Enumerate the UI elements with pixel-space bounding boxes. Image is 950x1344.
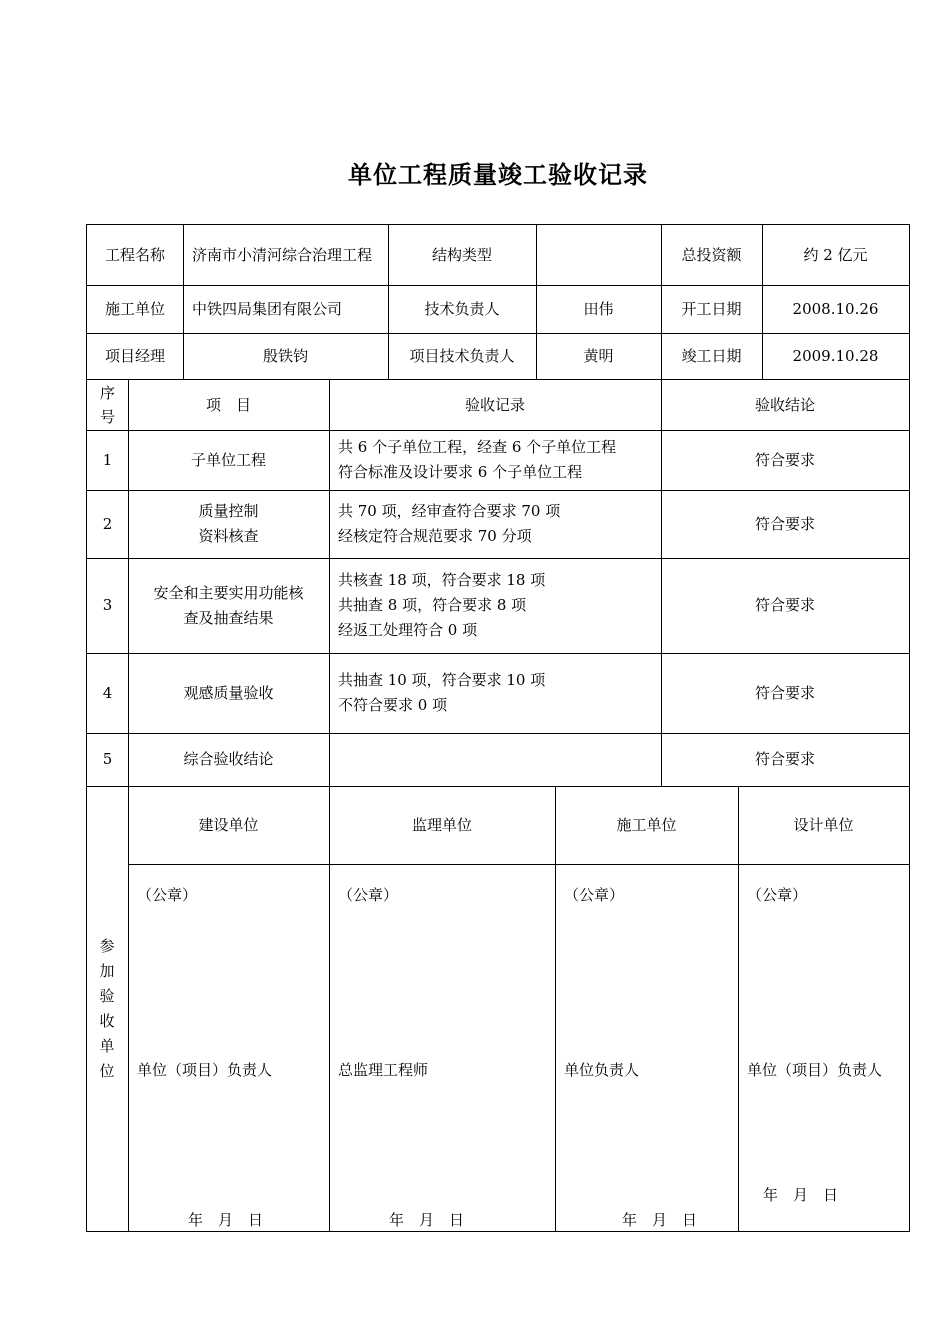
unit-seal: （公章） (564, 886, 625, 904)
grid-vline (329, 786, 330, 1232)
item-name (128, 733, 329, 786)
investment-value: 约 2 亿元 (803, 245, 868, 264)
unit-date: 年 月 日 (188, 1211, 264, 1229)
grid-hline (86, 558, 910, 559)
unit-name: 监理单位 (411, 815, 472, 834)
tech-lead-value: 田伟 (583, 299, 614, 318)
item-record-line: 共抽查 10 项，符合要求 10 项 (338, 671, 546, 689)
conclusion-header: 验收结论 (754, 395, 815, 414)
structure-type-label: 结构类型 (431, 245, 492, 264)
item-record (329, 733, 661, 786)
grid-vline (661, 224, 662, 380)
grid-hline (128, 864, 910, 865)
item-name (128, 653, 329, 733)
side-label-char: 单 (99, 1037, 115, 1055)
item-record-line: 经返工处理符合 0 项 (338, 621, 478, 639)
contractor-value: 中铁四局集团有限公司 (192, 299, 343, 318)
grid-hline (86, 333, 910, 334)
unit-date: 年 月 日 (763, 1186, 839, 1204)
unit-seal: （公章） (338, 886, 399, 904)
pm-value: 殷铁钧 (262, 347, 308, 365)
grid-vline (329, 379, 330, 787)
item-name-line: 观感质量验收 (183, 683, 274, 702)
unit-seal: （公章） (747, 886, 808, 904)
item-name-line: 质量控制 (198, 502, 259, 520)
unit-name: 设计单位 (793, 815, 854, 834)
start-date-label: 开工日期 (681, 299, 742, 318)
unit-signer: 单位（项目）负责人 (747, 1061, 883, 1079)
item-number: 4 (102, 683, 113, 702)
pm-label: 项目经理 (104, 347, 165, 365)
seq-header-text: 序号 (99, 384, 115, 426)
grid-hline (86, 1231, 910, 1232)
structure-type-value (536, 225, 661, 285)
item-record-line: 共抽查 8 项，符合要求 8 项 (338, 596, 527, 614)
project-tech-label: 项目技术负责人 (409, 347, 515, 365)
grid-vline (128, 379, 129, 1232)
unit-signer: 单位（项目）负责人 (137, 1061, 273, 1079)
project-tech-value: 黄明 (583, 347, 614, 365)
grid-vline (762, 224, 763, 380)
unit-date: 年 月 日 (622, 1211, 698, 1229)
item-name-line: 安全和主要实用功能核 (153, 583, 304, 602)
item-name-line: 综合验收结论 (183, 750, 274, 768)
project-name-label: 工程名称 (104, 245, 165, 264)
unit-date: 年 月 日 (389, 1211, 465, 1229)
item-number: 5 (102, 750, 113, 768)
grid-hline (86, 430, 910, 431)
side-label-char: 参 (99, 937, 115, 955)
investment-label: 总投资额 (681, 245, 742, 264)
item-record-line: 共 70 项，经审查符合要求 70 项 (338, 502, 561, 520)
grid-hline (86, 490, 910, 491)
item-record (329, 430, 661, 490)
grid-vline (183, 224, 184, 380)
grid-hline (86, 733, 910, 734)
record-header: 验收记录 (464, 395, 525, 414)
item-number: 2 (102, 514, 113, 533)
side-label-char: 收 (99, 1012, 115, 1030)
grid-hline (86, 786, 910, 787)
project-name-value: 济南市小清河综合治理工程 (192, 246, 373, 264)
start-date-value: 2008.10.26 (792, 299, 879, 318)
grid-vline (661, 379, 662, 787)
item-name (128, 490, 329, 558)
item-record-line: 共核查 18 项，符合要求 18 项 (338, 571, 546, 589)
grid-vline (388, 224, 389, 380)
item-record (329, 653, 661, 733)
item-conclusion: 符合要求 (754, 683, 815, 702)
grid-hline (86, 224, 910, 225)
seq-header (87, 380, 128, 430)
contractor-label: 施工单位 (104, 299, 165, 318)
item-name (128, 558, 329, 653)
item-record-line: 共 6 个子单位工程，经查 6 个子单位工程 (338, 438, 617, 456)
item-record-line: 符合标准及设计要求 6 个子单位工程 (338, 463, 583, 481)
unit-signer: 单位负责人 (564, 1061, 640, 1079)
side-label-char: 加 (99, 962, 115, 980)
item-record-line: 不符合要求 0 项 (338, 696, 448, 714)
page-title: 单位工程质量竣工验收记录 (348, 161, 648, 189)
unit-signer: 总监理工程师 (338, 1061, 429, 1079)
item-number: 3 (102, 596, 113, 614)
side-label-char: 验 (99, 987, 115, 1005)
item-conclusion: 符合要求 (754, 514, 815, 533)
grid-vline (86, 224, 87, 1232)
item-name-line: 子单位工程 (190, 450, 266, 469)
unit-name: 建设单位 (198, 815, 259, 834)
item-conclusion: 符合要求 (754, 750, 815, 768)
item-header: 项 目 (205, 395, 251, 414)
item-conclusion: 符合要求 (754, 450, 815, 469)
end-date-label: 竣工日期 (681, 347, 742, 365)
item-record (329, 558, 661, 653)
unit-seal: （公章） (137, 886, 198, 904)
grid-hline (86, 653, 910, 654)
item-name (128, 430, 329, 490)
item-record (329, 490, 661, 558)
end-date-value: 2009.10.28 (792, 347, 879, 365)
grid-vline (536, 224, 537, 380)
item-name-line: 查及抽查结果 (183, 608, 274, 627)
tech-lead-label: 技术负责人 (424, 299, 500, 318)
item-name-line: 资料核查 (198, 527, 259, 545)
grid-hline (86, 379, 910, 380)
side-label-char: 位 (99, 1062, 115, 1080)
grid-hline (86, 285, 910, 286)
unit-name: 施工单位 (616, 815, 677, 834)
item-number: 1 (102, 450, 113, 469)
grid-vline (909, 224, 910, 1232)
item-conclusion: 符合要求 (754, 596, 815, 614)
item-record-line: 经核定符合规范要求 70 分项 (338, 527, 532, 545)
grid-vline (738, 786, 739, 1232)
grid-vline (555, 786, 556, 1232)
